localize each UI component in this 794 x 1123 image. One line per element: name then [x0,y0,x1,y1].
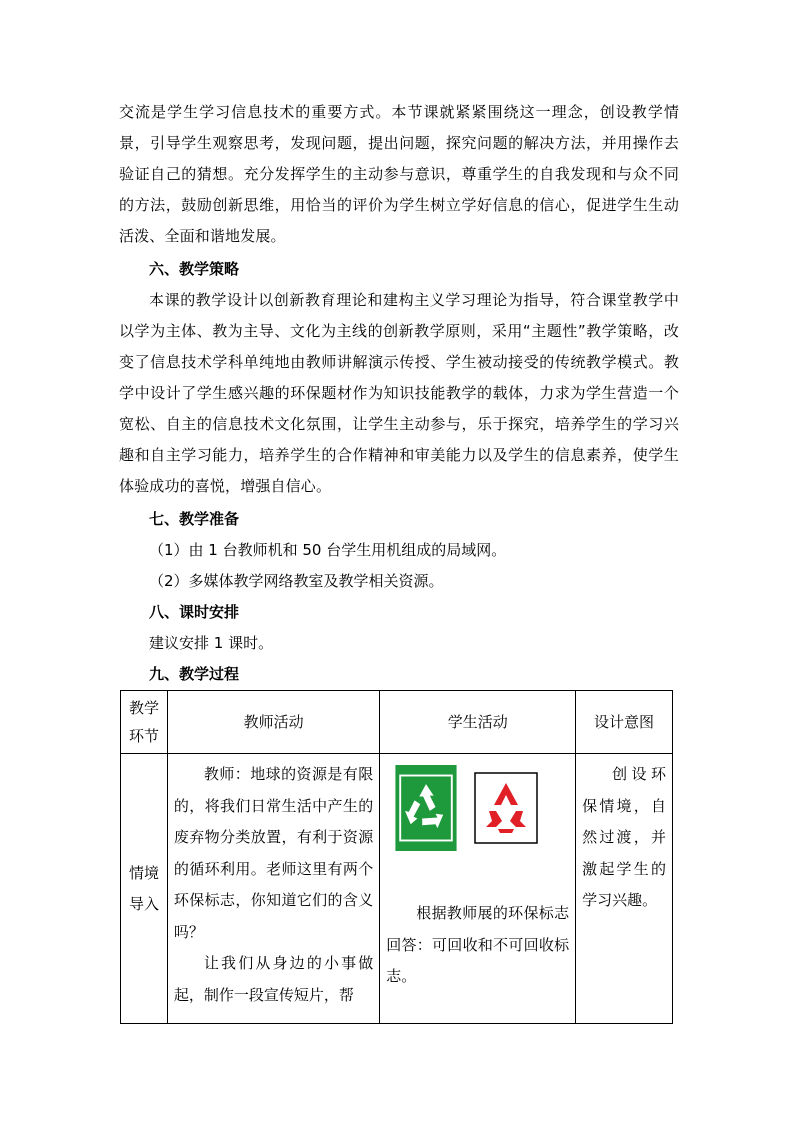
section-8-body: 建议安排 1 课时。 [149,634,274,652]
section-9-heading: 九、教学过程 [149,665,240,683]
teacher-activity-p2: 让我们从身边的小事做起，制作一段宣传短片，帮 [173,954,374,1004]
header-teacher: 教师活动 [167,691,379,754]
section-7-heading: 七、教学准备 [149,510,240,528]
intro-paragraph: 交流是学生学习信息技术的重要方式。本节课就紧紧围绕这一理念，创设教学情景，引导学生观察思考，发现问题，提出问题，探究问题的解决方法，并用操作去验证自己的猜想。充分发挥学生的主动参与意识，尊重学生的自我发现和与众不同的方法，鼓励创新思维，用恰当的评价为学生树立学好信息的信心，促进学生生动活泼、全面和谐地发展。 [119,103,679,245]
design-intent-text: 创设环保情境，自然过渡，并激起学生的学习兴趣。 [582,765,666,909]
stage-cell: 情境导入 [121,754,168,1024]
prep-item-1: （1）由 1 台教师机和 50 台学生用机组成的局域网。 [149,541,507,559]
student-activity-cell [380,754,576,1024]
prep-item-2: （2）多媒体教学网络教室及教学相关资源。 [149,572,444,590]
header-stage: 教学环节 [121,691,168,754]
non-recyclable-icon [474,765,538,851]
design-intent-cell [576,754,673,1024]
header-student: 学生活动 [380,691,576,754]
table-header-row [121,691,673,754]
eco-icons [380,754,575,854]
table-row [121,754,673,1024]
student-activity-text: 根据教师展的环保标志回答：可回收和不可回收标志。 [386,904,570,985]
teaching-process-table [120,690,673,1024]
header-intent: 设计意图 [576,691,673,754]
section-8-heading: 八、课时安排 [149,603,240,621]
teacher-activity-p1: 教师：地球的资源是有限的，将我们日常生活中产生的废弃物分类放置，有利于资源的循环利用。老师这里有两个环保标志，你知道它们的含义吗？ [173,765,374,941]
section-6-body: 本课的教学设计以创新教育理论和建构主义学习理论为指导，符合课堂教学中以学为主体、教为主导、文化为主线的创新教学原则，采用“主题性”教学策略，改变了信息技术学科单纯地由教师讲解演示传授、学生被动接受的传统教学模式。教学中设计了学生感兴趣的环保题材作为知识技能教学的载体，力求为学生营造一个宽松、自主的信息技术文化氛围，让学生主动参与，乐于探究，培养学生的学习兴趣和自主学习能力，培养学生的合作精神和审美能力以及学生的信息素养，使学生体验成功的喜悦，增强自信心。 [119,291,679,495]
teacher-activity-cell [167,754,379,1024]
section-6-heading: 六、教学策略 [149,260,240,278]
recycle-icon [394,765,458,851]
